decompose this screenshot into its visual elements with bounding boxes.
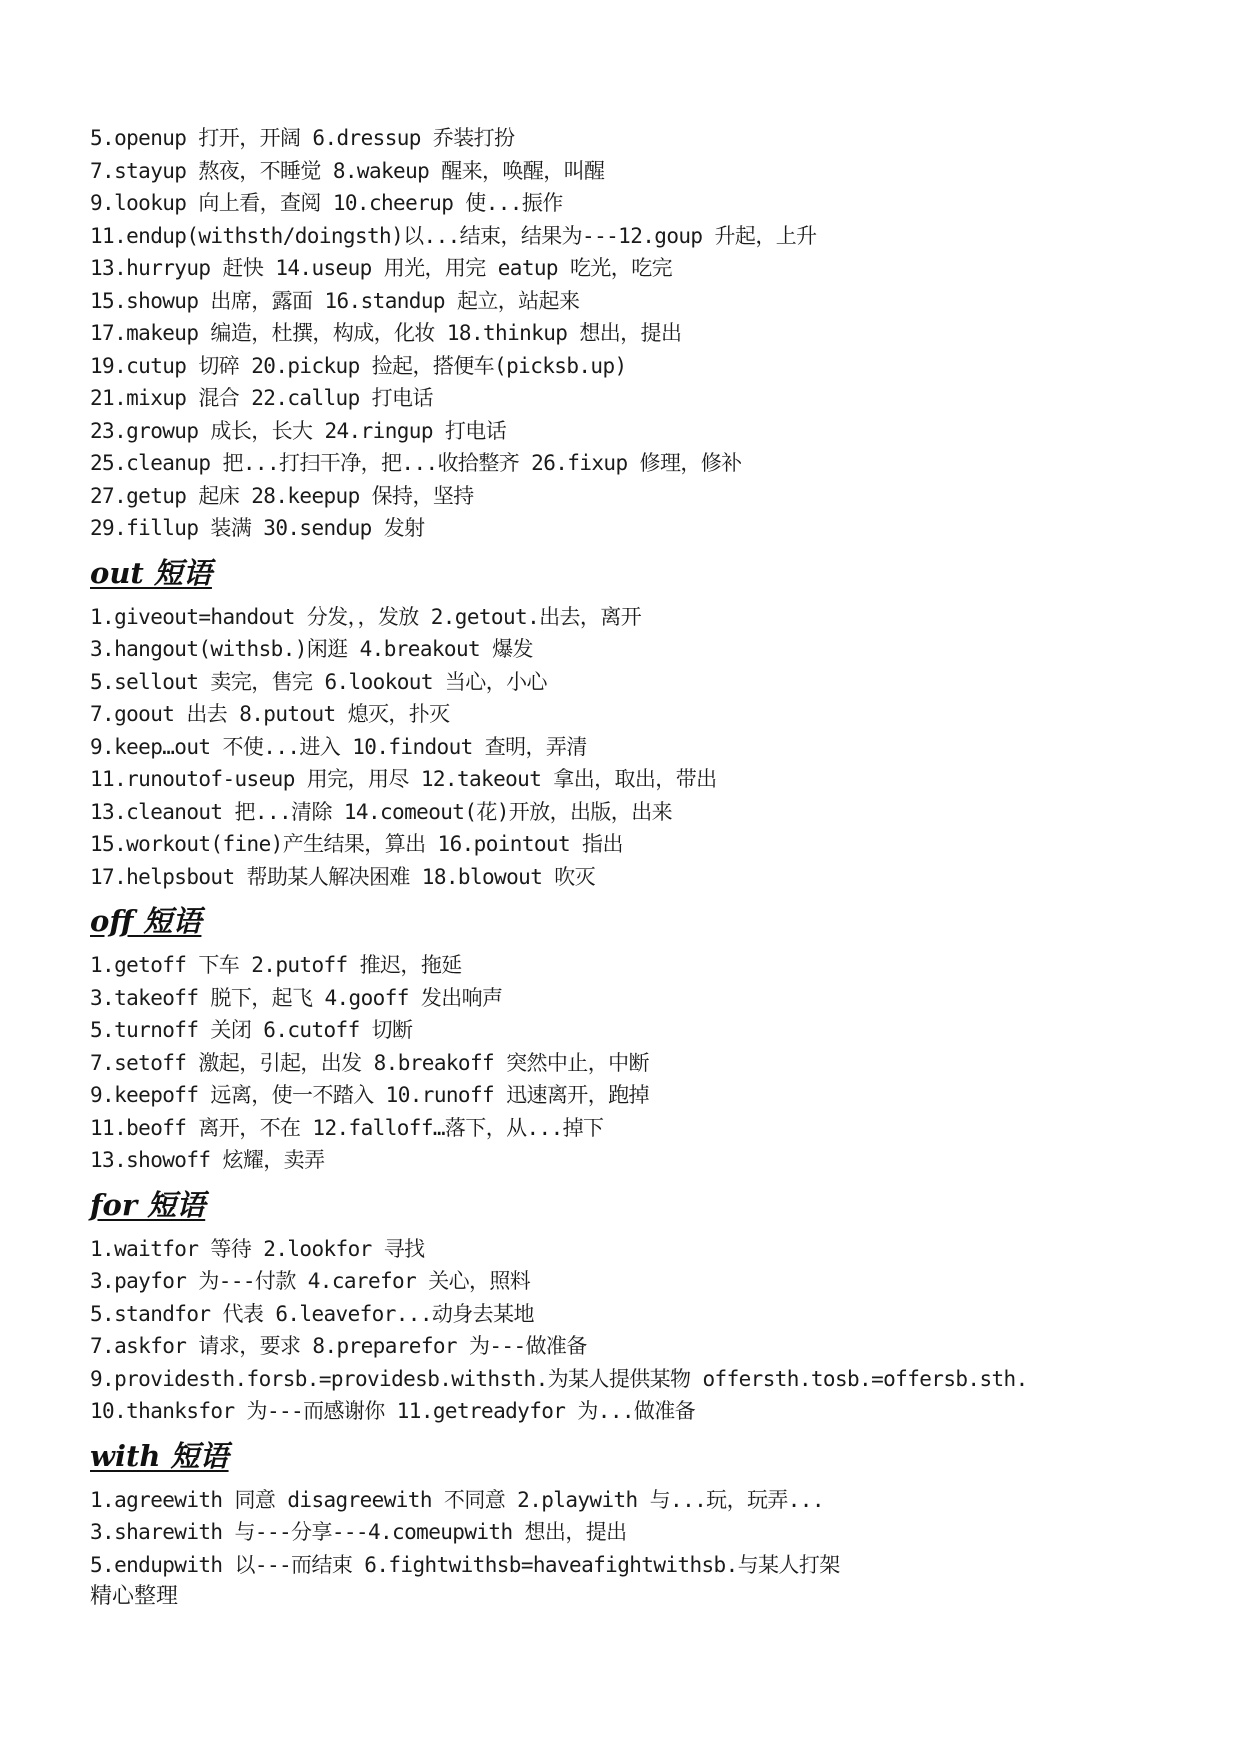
list-item: 11.beoff 离开，不在 12.falloff…落下，从...掉下 [90, 1115, 604, 1140]
for-phrase-section [90, 1185, 1210, 1428]
list-item: 7.setoff 激起，引起，出发 8.breakoff 突然中止，中断 [90, 1050, 649, 1075]
list-item: 1.waitfor 等待 2.lookfor 寻找 [90, 1236, 425, 1261]
list-item: 19.cutup 切碎 20.pickup 捡起，搭便车(picksb.up) [90, 353, 627, 378]
list-item: 13.hurryup 赶快 14.useup 用光，用完 eatup 吃光，吃完 [90, 256, 673, 280]
list-item: 25.cleanup 把...打扫干净，把...收拾整齐 26.fixup 修理，修补 [90, 451, 742, 475]
list-item: 29.fillup 装满 30.sendup 发射 [90, 516, 425, 540]
footer-note: 精心整理 [90, 1584, 179, 1609]
section-heading-off: off 短语 [90, 904, 202, 938]
list-item: 3.takeoff 脱下，起飞 4.gooff 发出响声 [90, 985, 503, 1010]
list-item: 7.goout 出去 8.putout 熄灭，扑灭 [90, 702, 450, 726]
list-item: 10.thanksfor 为---而感谢你 11.getreadyfor 为...做准备 [90, 1399, 696, 1423]
list-item: 5.openup 打开，开阔 6.dressup 乔装打扮 [90, 126, 515, 150]
list-item: 13.cleanout 把...清除 14.comeout(花)开放，出版，出来 [90, 799, 673, 824]
list-item: 11.runoutof-useup 用完，用尽 12.takeout 拿出，取出，带出 [90, 767, 717, 791]
section-heading-out: out 短语 [90, 555, 212, 590]
list-item: 21.mixup 混合 22.callup 打电话 [90, 386, 433, 410]
list-item: 1.giveout=handout 分发，，发放 2.getout.出去，离开 [90, 604, 642, 629]
list-item: 15.showup 出席，露面 16.standup 起立，站起来 [90, 288, 580, 313]
out-phrase-section [90, 553, 1210, 894]
list-item: 17.helpsbout 帮助某人解决困难 18.blowout 吹灭 [90, 864, 596, 889]
list-item: 9.providesth.forsb.=providesb.withsth.为某人提供某物 offersth.tosb.=offersb.sth. [90, 1366, 1028, 1391]
list-item: 13.showoff 炫耀，卖弄 [90, 1148, 325, 1172]
list-item: 3.sharewith 与---分享---4.comeupwith 想出，提出 [90, 1520, 627, 1544]
list-item: 7.stayup 熬夜，不睡觉 8.wakeup 醒来，唤醒，叫醒 [90, 158, 605, 183]
list-item: 15.workout(fine)产生结果，算出 16.pointout 指出 [90, 832, 623, 856]
list-item: 7.askfor 请求，要求 8.preparefor 为---做准备 [90, 1334, 587, 1358]
list-item: 5.sellout 卖完，售完 6.lookout 当心，小心 [90, 669, 547, 694]
document-page [90, 122, 1210, 1613]
list-item: 17.makeup 编造，杜撰，构成，化妆 18.thinkup 想出，提出 [90, 321, 682, 345]
list-item: 1.agreewith 同意 disagreewith 不同意 2.playwith 与...玩，玩弄... [90, 1487, 824, 1512]
section-heading-with: with 短语 [90, 1438, 229, 1473]
list-item: 5.endupwith 以---而结束 6.fightwithsb=haveafightwithsb.与某人打架 [90, 1552, 840, 1577]
list-item: 27.getup 起床 28.keepup 保持，坚持 [90, 483, 474, 508]
list-item: 1.getoff 下车 2.putoff 推迟，拖延 [90, 953, 462, 977]
list-item: 23.growup 成长，长大 24.ringup 打电话 [90, 418, 507, 443]
list-item: 9.keepoff 远离，使一不踏入 10.runoff 迅速离开，跑掉 [90, 1083, 649, 1107]
list-item: 3.payfor 为---付款 4.carefor 关心，照料 [90, 1269, 531, 1293]
section-heading-for: for 短语 [90, 1187, 206, 1222]
list-item: 9.lookup 向上看，查阅 10.cheerup 使...振作 [90, 191, 563, 215]
up-phrase-list [90, 122, 1210, 545]
list-item: 3.hangout(withsb.)闲逛 4.breakout 爆发 [90, 637, 533, 661]
list-item: 9.keep…out 不使...进入 10.findout 查明，弄清 [90, 734, 587, 759]
list-item: 5.standfor 代表 6.leavefor...动身去某地 [90, 1301, 534, 1326]
with-phrase-section [90, 1436, 1210, 1582]
list-item: 11.endup(withsth/doingsth)以...结束，结果为---12.goup 升起，上升 [90, 223, 817, 248]
off-phrase-section [90, 901, 1210, 1177]
list-item: 5.turnoff 关闭 6.cutoff 切断 [90, 1018, 413, 1042]
